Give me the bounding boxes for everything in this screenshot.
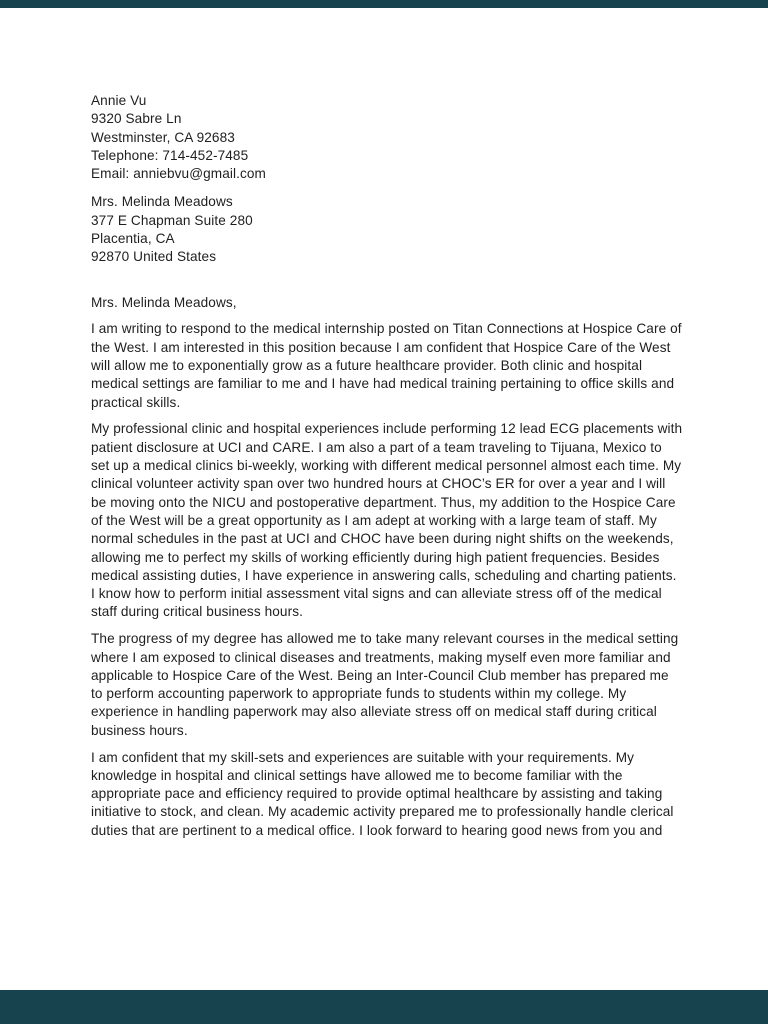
paragraph-clinic-experience: My professional clinic and hospital experiences include performing 12 lead ECG placements with patient disclosure at UCI and CARE. I am also a part of a team traveling to Tijuana, Mexico to set up a medical clinics bi-weekly, working with different medical personnel almost each time. My clinical volunteer activity span over two hundred hours at CHOC’s ER for over a year and I will be moving onto the NICU and postoperative department. Thus, my addition to the Hospice Care of the West will be a great opportunity as I am adept at working with a large team of staff. My normal schedules in the past at UCI and CHOC have been during night shifts on the weekends, allowing me to perfect my skills of working efficiently during high patient frequencies. Besides medical assisting duties, I have experience in answering calls, scheduling and charting patients. I know how to perform initial assessment vital signs and can alleviate stress off of the medical staff during critical business hours. bbox=[91, 421, 683, 620]
viewer-background-bottom bbox=[0, 990, 768, 1024]
sender-name: Annie Vu bbox=[91, 93, 147, 108]
paragraph-closing: I am confident that my skill-sets and experiences are suitable with your requirements. My knowledge in hospital and clinical settings have allowed me to become familiar with the appropriate pace and efficiency required to provide optimal healthcare by assisting and taking initiative to stock, and clean. My academic activity prepared me to professionally handle clerical duties that are pertinent to a medical office. I look forward to hearing good news from you and bbox=[91, 749, 674, 838]
cover-letter bbox=[91, 92, 683, 840]
sender-telephone: Telephone: 714-452-7485 bbox=[91, 147, 249, 163]
salutation: Mrs. Melinda Meadows, bbox=[91, 294, 237, 310]
sender-street: 9320 Sabre Ln bbox=[91, 111, 182, 127]
recipient-name: Mrs. Melinda Meadows bbox=[91, 194, 233, 210]
paragraph-degree-progress: The progress of my degree has allowed me to take many relevant courses in the medical setting where I am exposed to clinical diseases and treatments, making myself even more familiar and applicable to Hospice Care of the West. Being an Inter-Council Club member has prepared me to perform accounting paperwork to appropriate funds to students within my college. My experience in handling paperwork may also alleviate stress off on medical staff during critical business hours. bbox=[91, 631, 679, 738]
recipient-address-block bbox=[91, 193, 683, 266]
sender-city-state-zip: Westminster, CA 92683 bbox=[91, 129, 235, 145]
recipient-street: 377 E Chapman Suite 280 bbox=[91, 212, 253, 228]
sender-address-block bbox=[91, 92, 683, 183]
recipient-zip-country: 92870 United States bbox=[91, 249, 217, 265]
sender-email: Email: anniebvu@gmail.com bbox=[91, 166, 266, 182]
recipient-city-state: Placentia, CA bbox=[91, 231, 175, 247]
viewer-background-top bbox=[0, 0, 768, 8]
paragraph-introduction: I am writing to respond to the medical internship posted on Titan Connections at Hospice Care of the West. I am interested in this position because I am confident that Hospice Care of the West will allow me to exponentially grow as a future healthcare provider. Both clinic and hospital medical settings are familiar to me and I have had medical training pertaining to office skills and practical skills. bbox=[91, 321, 682, 410]
document-page bbox=[0, 8, 768, 990]
